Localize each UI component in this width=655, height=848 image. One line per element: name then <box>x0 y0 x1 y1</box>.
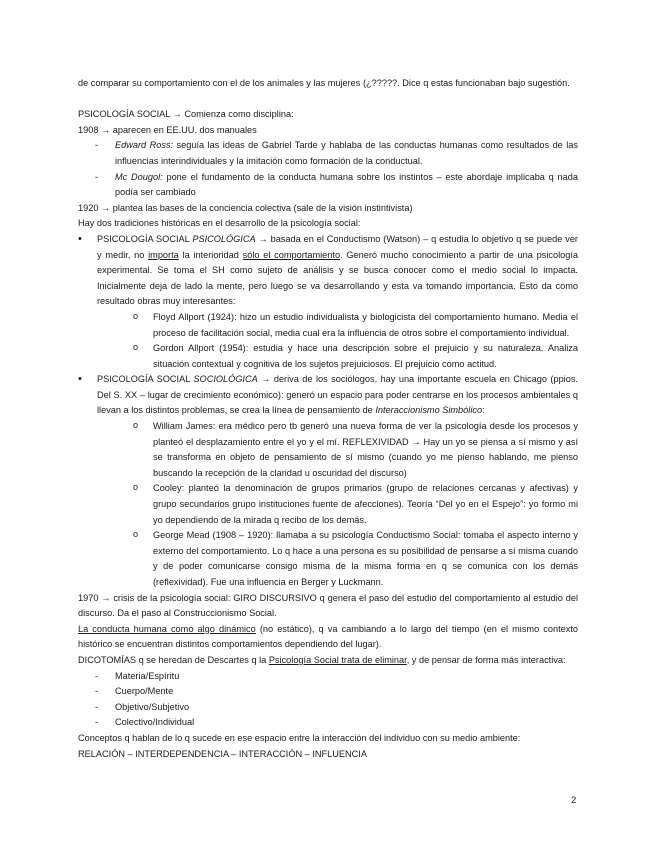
text-run: → basada en el Conductismo (Watson) – q estudia lo objetivo q se puede ver y medir, no <box>97 233 578 260</box>
tradition-title: PSICOLOGÍA SOCIAL <box>97 374 194 385</box>
text-run: DICOTOMÍAS q se heredan de Descartes q la <box>78 654 269 665</box>
author-name: Edward Ross: <box>115 140 174 151</box>
spacer <box>78 92 578 108</box>
text-run: . Generó mucho conocimiento a partir de una psicología experimental. Se toma el SH como sujeto de análisis y se busca conocer como el medio social lo impacta. Inicialmente deja de lado la mente, pero luego se va desarrollando y esta va tomando importancia. Esto da como resultado obras muy interesantes: <box>97 249 579 307</box>
list-item <box>78 138 578 169</box>
manuals-list <box>78 138 578 200</box>
conducta-paragraph <box>78 622 578 653</box>
list-item: o Cooley: planteó la denominación de grupos primarios (grupo de relaciones cercanas y afectivas) y grupo secundarios grupo instituciones fuente de afecciones). Teoría “Del yo en el Espejo”: yo formo mi yo dependiendo de la mirada q recibo de los demás. <box>78 481 578 528</box>
list-item: - Cuerpo/Mente <box>78 684 578 700</box>
list-item: - Materia/Espíritu <box>78 669 578 685</box>
list-item-sociologica <box>78 372 578 419</box>
tradition-title: PSICOLOGÍA SOCIAL <box>97 233 193 244</box>
dichotomies-list <box>78 669 578 731</box>
list-item: o Floyd Allport (1924): hizo un estudio individualista y biologicista del comportamiento humano. Media el proceso de facilitación social, media cual era la influencia de otros sobre el comportamiento individual. <box>78 310 578 341</box>
traditions-intro: Hay dos tradiciones históricas en el desarrollo de la psicología social: <box>78 218 361 229</box>
underlined-text: La conducta humana como algo dinámico <box>78 623 256 634</box>
list-item: o George Mead (1908 – 1920): llamaba a su psicología Conductismo Social: tomaba el aspecto interno y externo del comportamiento. Lo q hace a una persona es su posibilidad de pensarse a sí misma cuando y de poder comunicarse consigo misma de la misma forma en q se comunica con los demás (reflexividad). Fue una influencia en Berger y Luckmann. <box>78 528 578 590</box>
line-1908: 1908 → aparecen en EE.UU. dos manuales <box>78 124 257 135</box>
underlined-text: importa <box>148 249 179 260</box>
relacion-line: RELACIÓN – INTERDEPENDENCIA – INTERACCIÓN – INFLUENCIA <box>78 748 367 759</box>
text-run: (no estático), q va cambiando a lo largo del tiempo (en el mismo contexto histórico se encuentran distintos comportamientos dependiendo del lugar). <box>78 623 578 650</box>
underlined-text: Psicología Social trata de eliminar <box>268 654 407 665</box>
list-item: - Objetivo/Subjetivo <box>78 700 578 716</box>
tradition-title-italic: SOCIOLÓGICA <box>193 374 258 385</box>
list-item: o William James: era médico pero tb generó una nueva forma de ver la psicología desde los procesos y planteó el desplazamiento entre el yo y el mí. REFLEXIVIDAD → Hay un yo se piensa a sí mismo y así se transforma en objeto de pensamiento de sí mismo (cuando yo me pienso hablando, me pienso buscando la recepción de la claridad u oscuridad del discurso) <box>78 419 578 481</box>
item-text: seguía las ideas de Gabriel Tarde y hablaba de las conductas humanas como resultados de las influencias interindividuales y la imitación como formación de la conductual. <box>115 140 578 166</box>
line-1920: 1920 → plantea las bases de la conciencia colectiva (sale de la visión instintivista) <box>78 202 413 213</box>
dicotomias-paragraph <box>78 653 578 669</box>
section-heading: PSICOLOGÍA SOCIAL → Comienza como disciplina: <box>78 109 294 120</box>
intro-paragraph: de comparar su comportamiento con el de los animales y las mujeres (¿?????. Dice q estas funcionaban bajo sugestión. <box>78 78 570 88</box>
traditions-list <box>78 232 578 591</box>
underlined-text: sólo el comportamiento <box>242 249 341 260</box>
conceptos-paragraph: Conceptos q hablan de lo q sucede en ese espacio entre la interacción del individuo con su medio ambiente: <box>78 732 521 743</box>
text-run: la interioridad <box>178 249 243 260</box>
document-page <box>78 76 578 762</box>
list-item: - Colectivo/Individual <box>78 715 578 731</box>
page-number: 2 <box>571 795 577 806</box>
author-name: Mc Dougol: <box>115 171 163 182</box>
italic-text: Interaccionismo Simbólico <box>375 405 483 416</box>
text-run: : <box>482 405 485 416</box>
tradition-title-italic: PSICOLÓGICA <box>192 233 256 244</box>
list-item-psicologica <box>78 232 578 310</box>
text-run: → deriva de los sociólogos, hay una importante escuela en Chicago (ppios. Del S. XX – lugar de crecimiento económico): generó un espacio para poder centrarse en los procesos ambientales q llevan a los distintos problemas, se crea la línea de pensamiento de <box>97 374 578 416</box>
line-1970: 1970 → crisis de la psicología social: GIRO DISCURSIVO q genera el paso del estudio del comportamiento al estudio del discurso. Da el paso al Construccionismo Social. <box>78 592 578 619</box>
text-run: , y de pensar de forma más interactiva: <box>406 654 566 665</box>
list-item <box>78 170 578 201</box>
item-text: pone el fundamento de la conducta humana sobre los instintos – este abordaje implicaba q nada podía ser cambiado <box>115 171 578 198</box>
list-item: o Gordon Allport (1954): estudia y hace una descripción sobre el prejuicio y su naturaleza. Analiza situación contextual y cognitiva de los sujetos prejuiciosos. El prejuicio como actitud. <box>78 341 578 372</box>
